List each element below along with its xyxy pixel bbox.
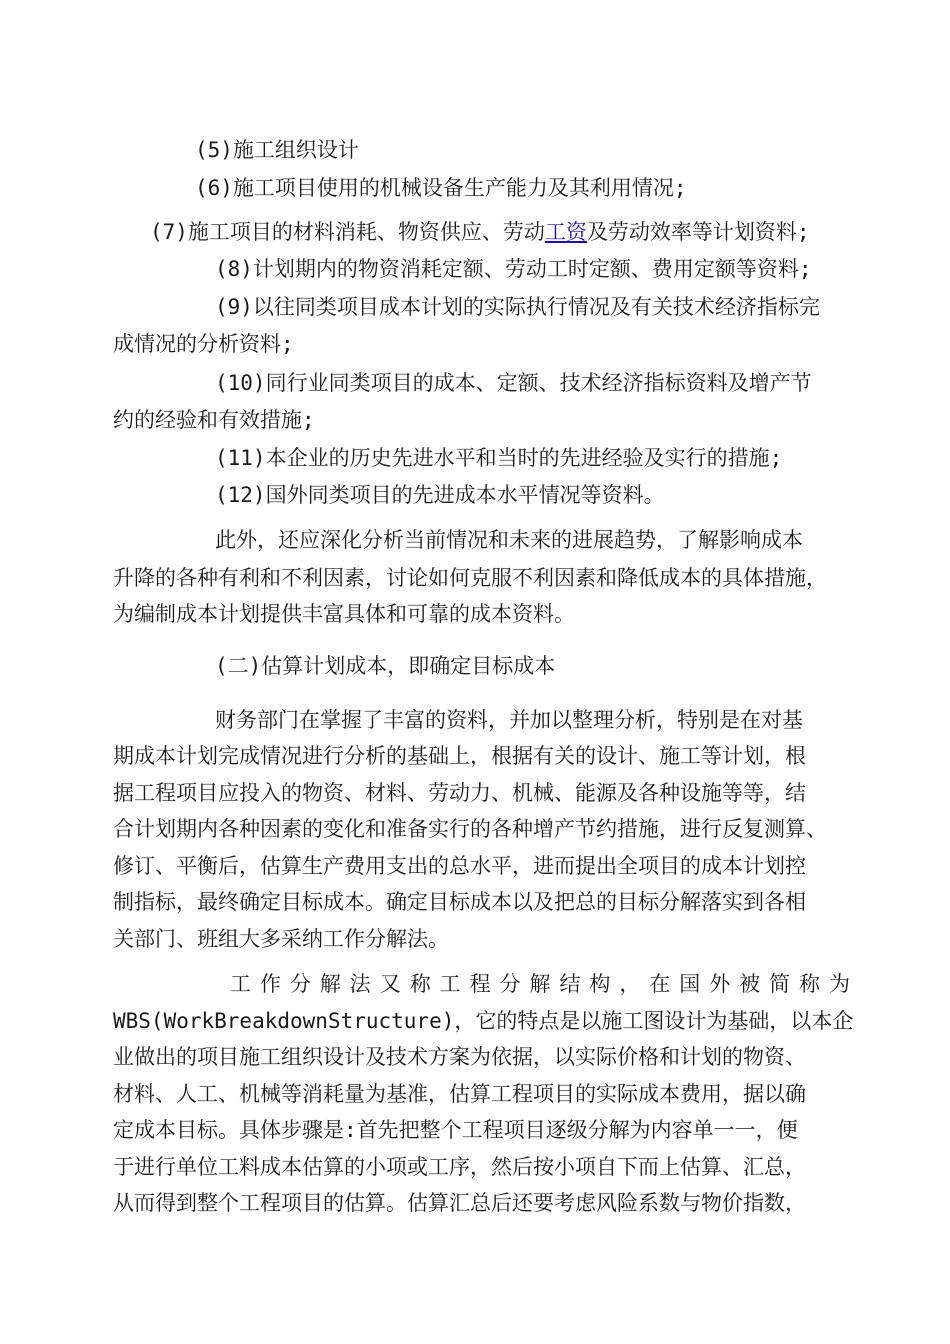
wbs-paragraph-line-2: WBS(WorkBreakdownStructure)，它的特点是以施工图设计为基础，以本企 <box>113 1009 854 1033</box>
list-item-9-line-2: 成情况的分析资料; <box>113 332 294 356</box>
list-item-7 <box>150 215 810 249</box>
finance-paragraph-line-5: 修订、平衡后，估算生产费用支出的总水平，进而提出全项目的成本计划控 <box>113 854 806 878</box>
wbs-paragraph-line-3: 业做出的项目施工组织设计及技术方案为依据，以实际价格和计划的物资、 <box>113 1045 806 1069</box>
list-item-9-line-1: (9)以往同类项目成本计划的实际执行情况及有关技术经济指标完 <box>215 295 820 319</box>
finance-paragraph-line-1: 财务部门在掌握了丰富的资料，并加以整理分析，特别是在对基 <box>215 708 803 732</box>
wbs-paragraph-line-5: 定成本目标。具体步骤是:首先把整个工程项目逐级分解为内容单一一，便 <box>113 1118 798 1142</box>
wbs-paragraph-line-1-text: 工作分解法又称工程分解结构，在国外被简称为 <box>230 972 850 996</box>
wbs-paragraph-line-1 <box>230 967 850 1001</box>
extra-paragraph-line-2: 升降的各种有利和不利因素，讨论如何克服不利因素和降低成本的具体措施， <box>113 566 827 590</box>
list-item-5: (5)施工组织设计 <box>195 138 359 162</box>
finance-paragraph-line-6: 制指标，最终确定目标成本。确定目标成本以及把总的目标分解落实到各相 <box>113 890 806 914</box>
finance-paragraph-line-7: 关部门、班组大多采纳工作分解法。 <box>113 927 449 951</box>
list-item-10-line-1: (10)同行业同类项目的成本、定额、技术经济指标资料及增产节 <box>215 371 812 395</box>
wbs-paragraph-line-4: 材料、人工、机械等消耗量为基准，估算工程项目的实际成本费用，据以确 <box>113 1082 806 1106</box>
list-item-12: (12)国外同类项目的先进成本水平情况等资料。 <box>215 483 665 507</box>
finance-paragraph-line-4: 合计划期内各种因素的变化和准备实行的各种增产节约措施，进行反复测算、 <box>113 817 827 841</box>
list-item-7-text-end: 及劳动效率等计划资料; <box>586 220 810 244</box>
wage-link[interactable]: 工资 <box>544 220 587 244</box>
wbs-paragraph-line-6: 于进行单位工料成本估算的小项或工序，然后按小项自下而上估算、汇总， <box>113 1155 806 1179</box>
list-item-11: (11)本企业的历史先进水平和当时的先进经验及实行的措施; <box>215 446 783 470</box>
list-item-7-text: (7)施工项目的材料消耗、物资供应、劳动 <box>150 220 545 244</box>
finance-paragraph-line-2: 期成本计划完成情况进行分析的基础上，根据有关的设计、施工等计划，根 <box>113 744 806 768</box>
finance-paragraph-line-3: 据工程项目应投入的物资、材料、劳动力、机械、能源及各种设施等等，结 <box>113 781 806 805</box>
section-heading: (二)估算计划成本，即确定目标成本 <box>215 654 556 678</box>
list-item-10-line-2: 约的经验和有效措施; <box>113 408 315 432</box>
wbs-paragraph-line-7: 从而得到整个工程项目的估算。估算汇总后还要考虑风险系数与物价指数， <box>113 1191 806 1215</box>
extra-paragraph-line-3: 为编制成本计划提供丰富具体和可靠的成本资料。 <box>113 602 575 626</box>
extra-paragraph-line-1: 此外，还应深化分析当前情况和未来的进展趋势，了解影响成本 <box>215 528 803 552</box>
list-item-6: (6)施工项目使用的机械设备生产能力及其利用情况; <box>195 176 687 200</box>
list-item-8: (8)计划期内的物资消耗定额、劳动工时定额、费用定额等资料; <box>215 257 812 281</box>
